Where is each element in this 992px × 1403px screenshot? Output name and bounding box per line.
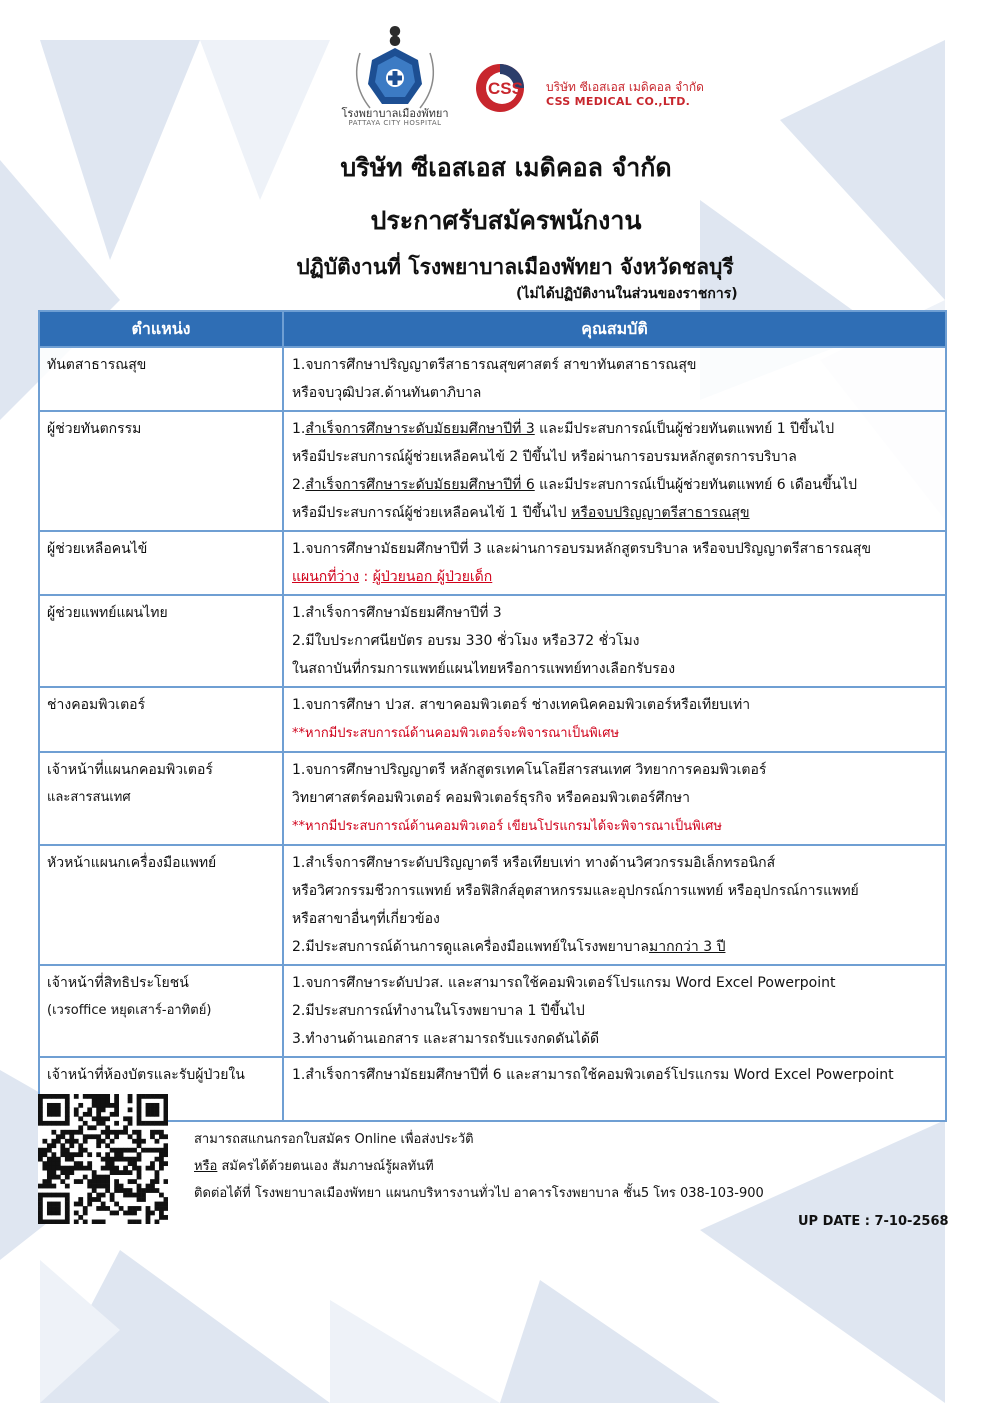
qualification-text: 1.จบการศึกษาระดับปวส. และสามารถใช้คอมพิวเตอร์โปรแกรม Word Excel Powerpoint [292, 975, 836, 991]
qualification-cell [283, 595, 946, 687]
job-rows [39, 347, 946, 1121]
qualification-text: 1.จบการศึกษา ปวส. สาขาคอมพิวเตอร์ ช่างเทคนิคคอมพิวเตอร์หรือเทียบเท่า [292, 697, 751, 713]
position-name: ช่างคอมพิวเตอร์ [47, 697, 146, 713]
qualification-text: 2.มีประสบการณ์ทำงานในโรงพยาบาล 1 ปีขึ้นไป [292, 1003, 585, 1019]
qualification-text: ในสถาบันที่กรมการแพทย์แผนไทยหรือการแพทย์ทางเลือกรับรอง [292, 661, 676, 677]
qr-code-icon [38, 1094, 168, 1224]
table-row [39, 687, 946, 752]
qualification-line [292, 1025, 937, 1053]
qualification-line [292, 443, 937, 471]
qualification-text: หรือมีประสบการณ์ผู้ช่วยเหลือคนไข้ 2 ปีขึ้นไป หรือผ่านการอบรมหลักสูตรการบริบาล [292, 449, 797, 465]
qualification-text: แผนกที่ว่าง [292, 569, 360, 585]
qualification-line [292, 471, 937, 499]
position-name: หัวหน้าแผนกเครื่องมือแพทย์ [47, 855, 217, 871]
table-row [39, 595, 946, 687]
table-row [39, 411, 946, 531]
qualification-text: 3.ทำงานด้านเอกสาร และสามารถรับแรงกดดันได้ดี [292, 1031, 600, 1047]
position-name: เจ้าหน้าที่แผนกคอมพิวเตอร์ [47, 762, 213, 778]
position-cell [39, 531, 283, 595]
position-cell [39, 845, 283, 965]
location-subtitle: ปฏิบัติงานที่ โรงพยาบาลเมืองพัทยา จังหวัดชลบุรี [296, 255, 734, 279]
position-name: (เวรoffice หยุดเสาร์-อาทิตย์) [47, 1003, 212, 1018]
position-cell [39, 411, 283, 531]
css-logo-mark: CSS [488, 79, 523, 98]
position-name: และสารสนเทศ [47, 790, 131, 805]
qualification-line [292, 599, 937, 627]
qualification-text: หรือจบปริญญาตรีสาธารณสุข [571, 505, 750, 521]
qualification-text: 1.จบการศึกษาปริญญาตรีสาธารณสุขศาสตร์ สาขาทันตสาธารณสุข [292, 357, 697, 373]
qualification-text: วิทยาศาสตร์คอมพิวเตอร์ คอมพิวเตอร์ธุรกิจ หรือคอมพิวเตอร์ศึกษา [292, 790, 691, 806]
position-cell [39, 965, 283, 1057]
footer-or-word: หรือ [194, 1159, 218, 1174]
table-header-row [39, 311, 946, 347]
position-name: ผู้ช่วยเหลือคนไข้ [47, 541, 148, 557]
job-positions-table [38, 310, 947, 1122]
qualification-cell [283, 347, 946, 411]
qualification-line [292, 969, 937, 997]
qualification-line [292, 905, 937, 933]
qualification-line [292, 997, 937, 1025]
qualification-text: 2.มีใบประกาศนียบัตร อบรม 330 ชั่วโมง หรือ372 ชั่วโมง [292, 633, 640, 649]
qualification-line [292, 655, 937, 683]
qualification-cell [283, 845, 946, 965]
hospital-logo-name: โรงพยาบาลเมืองพัทยา [341, 107, 449, 120]
qualification-cell [283, 752, 946, 845]
position-cell [39, 752, 283, 845]
column-header-qualification: คุณสมบัติ [283, 311, 946, 347]
qualification-line [292, 415, 937, 443]
qualification-line [292, 379, 937, 407]
qualification-line [292, 499, 937, 527]
footer-line-walk-in [194, 1155, 434, 1176]
qualification-text: และมีประสบการณ์เป็นผู้ช่วยทันตแพทย์ 1 ปีขึ้นไป [534, 421, 835, 437]
qualification-text: **หากมีประสบการณ์ด้านคอมพิวเตอร์จะพิจารณาเป็นพิเศษ [292, 726, 620, 741]
qualification-text: 2. [292, 477, 306, 493]
announcement-title: ประกาศรับสมัครพนักงาน [370, 206, 642, 235]
update-date: UP DATE : 7-10-2568 [798, 1214, 949, 1229]
qualification-line [292, 812, 937, 841]
qualification-line [292, 756, 937, 784]
css-logo-name-th: บริษัท ซีเอสเอส เมดิคอล จำกัด [546, 80, 704, 94]
qualification-text: 1.สำเร็จการศึกษามัธยมศึกษาปีที่ 3 [292, 605, 502, 621]
hospital-logo-name-en: PATTAYA CITY HOSPITAL [348, 119, 442, 127]
table-row [39, 347, 946, 411]
qualification-text: 1. [292, 421, 306, 437]
qualification-text: สำเร็จการศึกษาระดับมัธยมศึกษาปีที่ 3 [305, 421, 535, 437]
position-name: เจ้าหน้าที่สิทธิประโยชน์ [47, 975, 189, 991]
qualification-text: 1.จบการศึกษาปริญญาตรี หลักสูตรเทคโนโลยีสารสนเทศ วิทยาการคอมพิวเตอร์ [292, 762, 767, 778]
qualification-text: : [359, 569, 373, 585]
qualification-text: 1.สำเร็จการศึกษามัธยมศึกษาปีที่ 6 และสามารถใช้คอมพิวเตอร์โปรแกรม Word Excel Powerpoint [292, 1067, 894, 1083]
qualification-line [292, 691, 937, 719]
qualification-text: หรือมีประสบการณ์ผู้ช่วยเหลือคนไข้ 1 ปีขึ้นไป [292, 505, 572, 521]
table-row [39, 531, 946, 595]
qualification-text: ผู้ป่วยนอก ผู้ป่วยเด็ก [372, 569, 493, 585]
qualification-text: **หากมีประสบการณ์ด้านคอมพิวเตอร์ เขียนโปรแกรมได้จะพิจารณาเป็นพิเศษ [292, 819, 722, 834]
footer-line-contact: ติดต่อได้ที่ โรงพยาบาลเมืองพัทยา แผนกบริหารงานทั่วไป อาคารโรงพยาบาล ชั้น5 โทร 038-103-900 [194, 1186, 764, 1201]
non-government-note: (ไม่ได้ปฏิบัติงานในส่วนของราชการ) [516, 286, 738, 302]
qualification-line [292, 563, 937, 591]
column-header-position: ตำแหน่ง [39, 311, 283, 347]
qualification-line [292, 351, 937, 379]
qualification-line [292, 877, 937, 905]
table-row [39, 845, 946, 965]
qualification-cell [283, 965, 946, 1057]
qualification-line [292, 1061, 937, 1089]
qualification-text: สำเร็จการศึกษาระดับมัธยมศึกษาปีที่ 6 [305, 477, 535, 493]
position-name: ทันตสาธารณสุข [47, 357, 147, 373]
company-title: บริษัท ซีเอสเอส เมดิคอล จำกัด [340, 153, 672, 182]
qualification-text: และมีประสบการณ์เป็นผู้ช่วยทันตแพทย์ 6 เดือนขึ้นไป [534, 477, 858, 493]
qualification-text: 1.สำเร็จการศึกษาระดับปริญญาตรี หรือเทียบเท่า ทางด้านวิศวกรรมอิเล็กทรอนิกส์ [292, 855, 776, 871]
qualification-line [292, 535, 937, 563]
position-cell [39, 687, 283, 752]
qualification-line [292, 849, 937, 877]
qualification-text: มากกว่า 3 ปี [649, 939, 726, 955]
qualification-cell [283, 411, 946, 531]
qualification-cell [283, 687, 946, 752]
qualification-text: หรือจบวุฒิปวส.ด้านทันตาภิบาล [292, 385, 482, 401]
position-name: ผู้ช่วยแพทย์แผนไทย [47, 605, 168, 621]
table-row [39, 965, 946, 1057]
position-name: ผู้ช่วยทันตกรรม [47, 421, 142, 437]
qualification-text: หรือวิศวกรรมชีวการแพทย์ หรือฟิสิกส์อุตสาหกรรมและอุปกรณ์การแพทย์ หรืออุปกรณ์การแพทย์ [292, 883, 859, 899]
position-name: เจ้าหน้าที่ห้องบัตรและรับผู้ป่วยใน [47, 1067, 245, 1083]
qualification-cell [283, 531, 946, 595]
qualification-line [292, 719, 937, 748]
qualification-line [292, 784, 937, 812]
qualification-text: 1.จบการศึกษามัธยมศึกษาปีที่ 3 และผ่านการอบรมหลักสูตรบริบาล หรือจบปริญญาตรีสาธารณสุข [292, 541, 872, 557]
css-logo-name-en: CSS MEDICAL CO.,LTD. [546, 95, 691, 108]
qualification-line [292, 933, 937, 961]
qualification-cell [283, 1057, 946, 1121]
qualification-text: หรือสาขาอื่นๆที่เกี่ยวข้อง [292, 911, 440, 927]
table-row [39, 1057, 946, 1121]
qualification-text: 2.มีประสบการณ์ด้านการดูแลเครื่องมือแพทย์ในโรงพยาบาล [292, 939, 649, 955]
table-row [39, 752, 946, 845]
footer-line-apply-online: สามารถสแกนกรอกใบสมัคร Online เพื่อส่งประวัติ [194, 1132, 474, 1147]
footer-walk-in-text: สมัครได้ด้วยตนเอง สัมภาษณ์รู้ผลทันที [217, 1159, 434, 1174]
css-logo-icon [474, 62, 540, 114]
position-cell [39, 595, 283, 687]
qualification-line [292, 627, 937, 655]
position-cell [39, 347, 283, 411]
